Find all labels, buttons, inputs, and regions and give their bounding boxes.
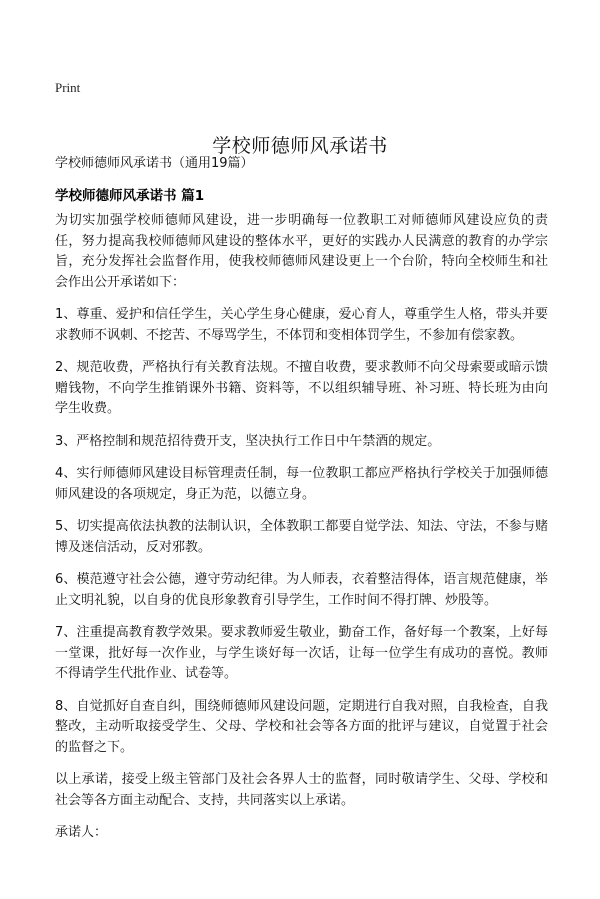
commitment-item-8: 8、自觉抓好自查自纠，围绕师德师风建设问题，定期进行自我对照，自我检查，自我整改，主动听取接受学生、父母、学校和社会等各方面的批评与建议，自觉置于社会的监督之下。: [55, 698, 548, 755]
print-label[interactable]: Print: [55, 80, 81, 95]
closing-paragraph: 以上承诺，接受上级主管部门及社会各界人士的监督，同时敬请学生、父母、学校和社会等各方面主动配合、支持，共同落实以上承诺。: [55, 772, 548, 808]
document-title: 学校师德师风承诺书: [212, 134, 388, 157]
commitment-item-6: 6、模范遵守社会公德，遵守劳动纪律。为人师表，衣着整洁得体，语言规范健康，举止文明礼貌，以自身的优良形象教育引导学生，工作时间不得打牌、炒股等。: [55, 572, 548, 608]
signer-label: 承诺人：: [55, 825, 108, 840]
document-subtitle: 学校师德师风承诺书（通用19篇）: [55, 156, 254, 171]
section-heading: 学校师德师风承诺书 篇1: [55, 188, 205, 204]
commitment-item-4: 4、实行师德师风建设目标管理责任制，每一位教职工都应严格执行学校关于加强师德师风建设的各项规定，身正为范，以德立身。: [55, 466, 548, 502]
document-body: [55, 211, 548, 843]
intro-paragraph: 为切实加强学校师德师风建设，进一步明确每一位教职工对师德师风建设应负的责任，努力提高我校师德师风建设的整体水平，更好的实践办人民满意的教育的办学宗旨，充分发挥社会监督作用，使我校师德师风建设更上一个台阶，特向全校师生和社会作出公开承诺如下：: [55, 213, 548, 290]
commitment-item-5: 5、切实提高依法执教的法制认识，全体教职工都要自觉学法、知法、守法，不参与赌博及迷信活动，反对邪教。: [55, 519, 548, 555]
commitment-item-2: 2、规范收费，严格执行有关教育法规。不擅自收费，要求教师不向父母索要或暗示馈赠钱物，不向学生推销课外书籍、资料等，不以组织辅导班、补习班、特长班为由向学生收费。: [55, 360, 548, 416]
commitment-item-7: 7、注重提高教育教学效果。要求教师爱生敬业，勤奋工作，备好每一个教案，上好每一堂课，批好每一次作业，与学生谈好每一次话，让每一位学生有成功的喜悦。教师不得请学生代批作业、试卷等。: [55, 625, 548, 681]
commitment-item-3: 3、严格控制和规范招待费开支，坚决执行工作日中午禁酒的规定。: [55, 433, 441, 449]
commitment-item-1: 1、尊重、爱护和信任学生，关心学生身心健康，爱心育人，尊重学生人格，带头并要求教师不讽刺、不挖苦、不辱骂学生，不体罚和变相体罚学生，不参加有偿家教。: [55, 307, 548, 343]
